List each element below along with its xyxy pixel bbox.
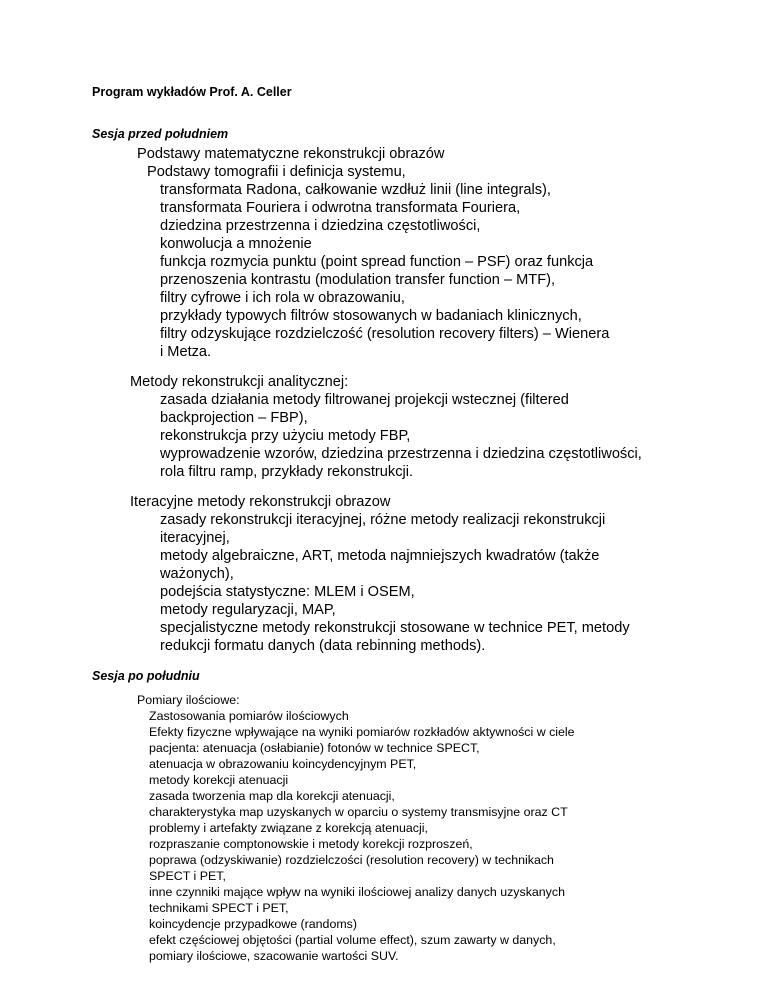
- list-item: pomiary ilościowe, szacowanie wartości SUV.: [149, 949, 399, 963]
- list-item: inne czynniki mające wpływ na wyniki ilościowej analizy danych uzyskanych: [149, 885, 565, 899]
- list-item: konwolucja a mnożenie: [160, 236, 312, 252]
- list-item: technikami SPECT i PET,: [149, 901, 289, 915]
- list-item: metody algebraiczne, ART, metoda najmniejszych kwadratów (także: [160, 548, 600, 564]
- list-item: i Metza.: [160, 344, 212, 360]
- list-item: filtry cyfrowe i ich rola w obrazowaniu,: [160, 290, 405, 306]
- list-item: Zastosowania pomiarów ilościowych: [149, 709, 349, 723]
- list-item: redukcji formatu danych (data rebinning methods).: [160, 638, 486, 654]
- section-heading-quantitative-measurements: Pomiary ilościowe:: [137, 693, 240, 707]
- list-item: zasada tworzenia map dla korekcji atenuacji,: [149, 789, 395, 803]
- list-item: transformata Radona, całkowanie wzdłuż linii (line integrals),: [160, 182, 551, 198]
- list-item: funkcja rozmycia punktu (point spread function – PSF) oraz funkcja: [160, 254, 594, 270]
- list-item: pacjenta: atenuacja (osłabianie) fotonów w technice SPECT,: [149, 741, 480, 755]
- list-item: wyprowadzenie wzorów, dziedzina przestrzenna i dziedzina częstotliwości,: [160, 446, 642, 462]
- list-item: iteracyjnej,: [160, 530, 230, 546]
- list-item: problemy i artefakty związane z korekcją atenuacji,: [149, 821, 428, 835]
- list-item: Efekty fizyczne wpływające na wyniki pomiarów rozkładów aktywności w ciele: [149, 725, 575, 739]
- document-title: Program wykładów Prof. A. Celler: [92, 85, 292, 99]
- list-item: efekt częściowej objętości (partial volume effect), szum zawarty w danych,: [149, 933, 556, 947]
- list-item: przykłady typowych filtrów stosowanych w badaniach klinicznych,: [160, 308, 582, 324]
- list-item: rozpraszanie comptonowskie i metody korekcji rozproszeń,: [149, 837, 473, 851]
- list-item: dziedzina przestrzenna i dziedzina częstotliwości,: [160, 218, 481, 234]
- list-item: zasady rekonstrukcji iteracyjnej, różne metody realizacji rekonstrukcji: [160, 512, 606, 528]
- list-item: metody korekcji atenuacji: [149, 773, 289, 787]
- section-heading-iterative-reconstruction: Iteracyjne metody rekonstrukcji obrazow: [130, 494, 391, 510]
- list-item: backprojection – FBP),: [160, 410, 308, 426]
- list-item: charakterystyka map uzyskanych w oparciu o systemy transmisyjne oraz CT: [149, 805, 568, 819]
- list-item: filtry odzyskujące rozdzielczość (resolution recovery filters) – Wienera: [160, 326, 610, 342]
- afternoon-session-heading: Sesja po południu: [92, 669, 200, 683]
- list-item: atenuacja w obrazowaniu koincydencyjnym PET,: [149, 757, 417, 771]
- section-heading-reconstruction-math: Podstawy matematyczne rekonstrukcji obrazów: [137, 146, 445, 162]
- list-item: specjalistyczne metody rekonstrukcji stosowane w technice PET, metody: [160, 620, 630, 636]
- list-item: koincydencje przypadkowe (randoms): [149, 917, 357, 931]
- list-item: SPECT i PET,: [149, 869, 226, 883]
- list-item: zasada działania metody filtrowanej projekcji wstecznej (filtered: [160, 392, 569, 408]
- section-heading-analytic-reconstruction: Metody rekonstrukcji analitycznej:: [130, 374, 349, 390]
- morning-session-heading: Sesja przed południem: [92, 127, 229, 141]
- list-item: podejścia statystyczne: MLEM i OSEM,: [160, 584, 415, 600]
- list-item: transformata Fouriera i odwrotna transformata Fouriera,: [160, 200, 521, 216]
- list-item: metody regularyzacji, MAP,: [160, 602, 336, 618]
- list-item: poprawa (odzyskiwanie) rozdzielczości (resolution recovery) w technikach: [149, 853, 554, 867]
- list-item: ważonych),: [160, 566, 234, 582]
- list-item: rola filtru ramp, przykłady rekonstrukcji.: [160, 464, 414, 480]
- list-item: rekonstrukcja przy użyciu metody FBP,: [160, 428, 411, 444]
- list-item: Podstawy tomografii i definicja systemu,: [147, 164, 406, 180]
- list-item: przenoszenia kontrastu (modulation transfer function – MTF),: [160, 272, 556, 288]
